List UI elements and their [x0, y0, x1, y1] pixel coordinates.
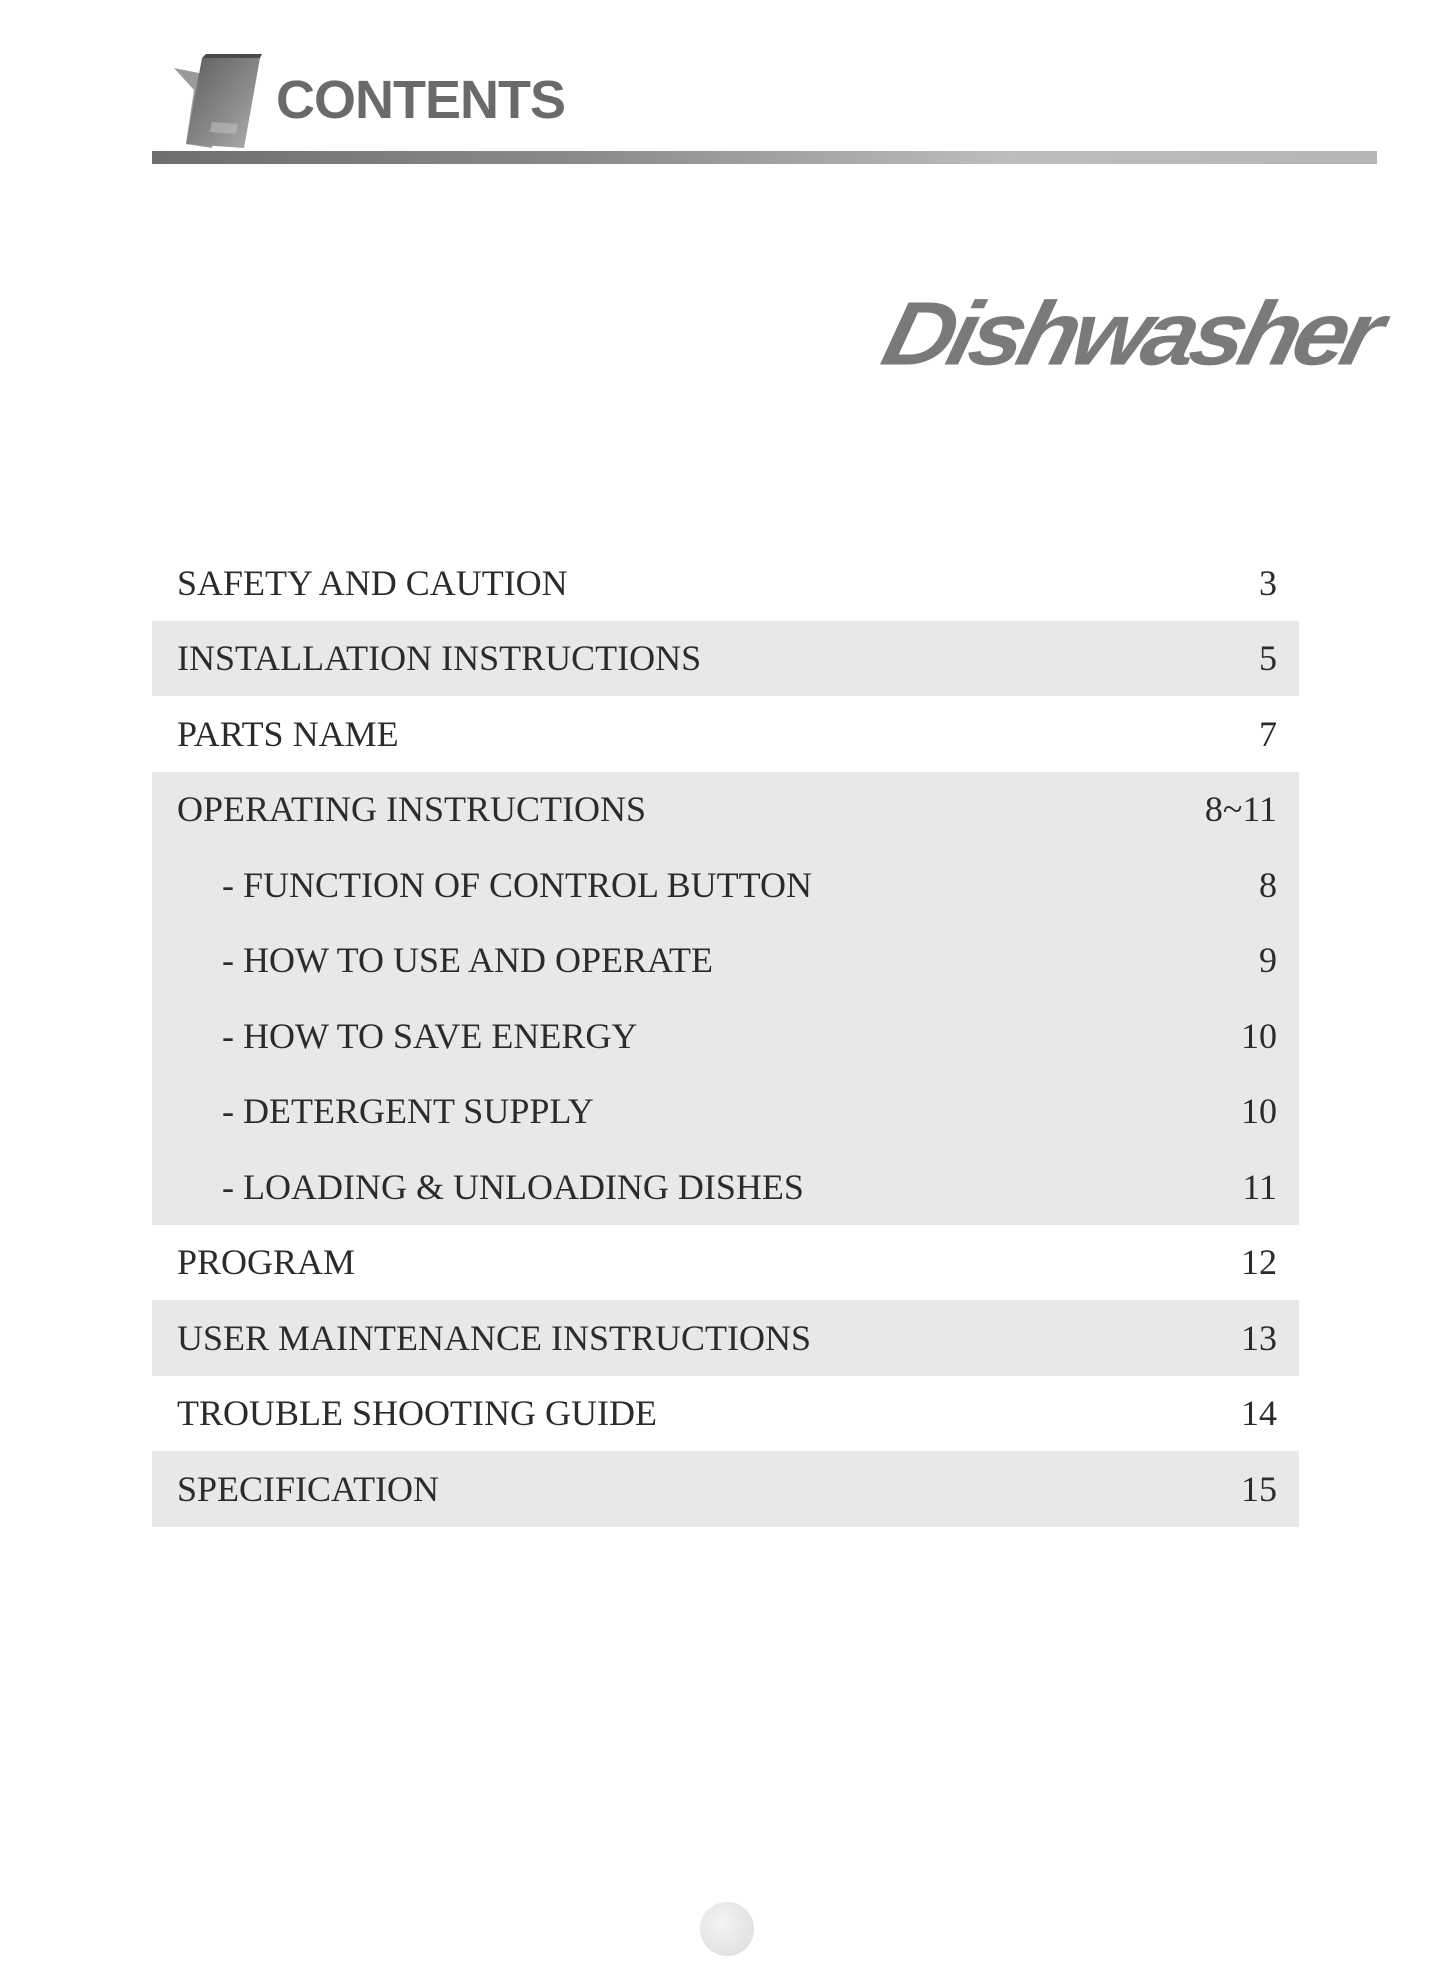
- toc-subentry: [152, 998, 1299, 1074]
- toc-entry-title: - HOW TO USE AND OPERATE: [222, 940, 714, 981]
- toc-page-number: 3: [1259, 562, 1277, 603]
- toc-page-number: 8: [1259, 864, 1277, 905]
- toc-group: [152, 545, 1299, 621]
- toc-entry: [152, 1376, 1299, 1452]
- page-marker: [700, 1902, 754, 1956]
- toc-page-number: 5: [1259, 638, 1277, 679]
- toc-entry: [152, 1300, 1299, 1376]
- toc-group: [152, 1376, 1299, 1452]
- toc-group: [152, 1300, 1299, 1376]
- toc-page-number: 7: [1259, 713, 1277, 754]
- toc-subentry: [152, 1149, 1299, 1225]
- toc-subentry: [152, 1074, 1299, 1150]
- toc-entry: [152, 696, 1299, 772]
- toc-group: [152, 621, 1299, 697]
- page-title: CONTENTS: [276, 70, 565, 130]
- toc-entry-title: - FUNCTION OF CONTROL BUTTON: [222, 864, 813, 905]
- toc-entry-title: - DETERGENT SUPPLY: [222, 1091, 594, 1132]
- toc-subentry: [152, 847, 1299, 923]
- toc-entry-title: - HOW TO SAVE ENERGY: [222, 1015, 638, 1056]
- toc-entry-title: - LOADING & UNLOADING DISHES: [222, 1166, 804, 1207]
- toc-entry: [152, 1451, 1299, 1527]
- toc-entry: [152, 772, 1299, 848]
- toc-page-number: 11: [1242, 1166, 1277, 1207]
- toc-entry-title: SAFETY AND CAUTION: [177, 562, 568, 603]
- toc-entry: [152, 1225, 1299, 1301]
- toc-group: [152, 772, 1299, 1225]
- book-icon: [172, 52, 262, 152]
- toc-entry: [152, 545, 1299, 621]
- brand-logo: Dishwasher: [873, 282, 1389, 384]
- toc-entry-title: SPECIFICATION: [177, 1468, 440, 1509]
- toc-entry-title: PARTS NAME: [177, 713, 399, 754]
- toc-entry-title: PROGRAM: [177, 1242, 356, 1283]
- toc-page-number: 13: [1241, 1317, 1277, 1358]
- table-of-contents: [152, 545, 1299, 1527]
- toc-page-number: 10: [1241, 1091, 1277, 1132]
- toc-entry-title: USER MAINTENANCE INSTRUCTIONS: [177, 1317, 812, 1358]
- toc-entry-title: TROUBLE SHOOTING GUIDE: [177, 1393, 657, 1434]
- toc-page-number: 10: [1241, 1015, 1277, 1056]
- toc-entry-title: OPERATING INSTRUCTIONS: [177, 789, 647, 830]
- toc-page-number: 9: [1259, 940, 1277, 981]
- toc-group: [152, 1451, 1299, 1527]
- toc-page-number: 12: [1241, 1242, 1277, 1283]
- toc-subentry: [152, 923, 1299, 999]
- toc-page-number: 15: [1241, 1468, 1277, 1509]
- toc-group: [152, 696, 1299, 772]
- toc-page-number: 14: [1241, 1393, 1277, 1434]
- toc-group: [152, 1225, 1299, 1301]
- toc-entry-title: INSTALLATION INSTRUCTIONS: [177, 638, 702, 679]
- header-divider: [152, 151, 1377, 164]
- toc-page-number: 8~11: [1204, 789, 1277, 830]
- toc-entry: [152, 621, 1299, 697]
